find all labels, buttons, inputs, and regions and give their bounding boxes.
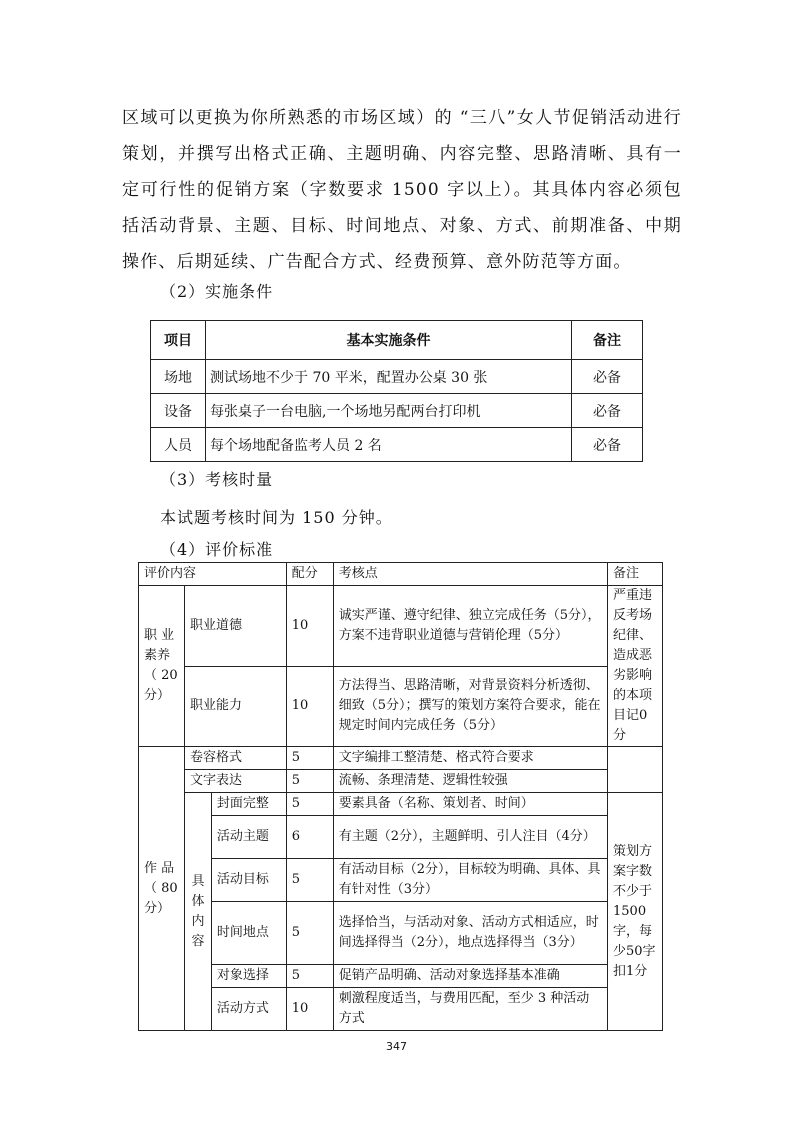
header-cell: 项目 [151,321,206,360]
item-score: 5 [286,859,333,902]
item-point: 刺激程度适当，与费用匹配，至少 3 种活动方式 [333,988,607,1031]
time-text: 本试题考核时间为 150 分钟。 [160,508,393,527]
item-score: 5 [286,770,333,793]
group-cell: 作 品（ 80分） [139,747,185,1031]
table-cell: 必备 [572,360,643,394]
item-point: 有主题（2分），主题鲜明、引人注目（4分） [333,816,607,859]
item-name: 活动主题 [211,816,286,859]
header-cell: 配分 [286,563,333,586]
intro-paragraph: 区域可以更换为你所熟悉的市场区域）的 “三八”女人节促销活动进行策划，并撰写出格式正确、主题明确、内容完整、思路清晰、具有一定可行性的促销方案（字数要求 1500 字以上）。其具体内容必须包括活动背景、主题、目标、时间地点、对象、方式、前期准备、中期操作、后期延续、广告配合方式、经费预算、意外防范等方面。 [122,108,682,272]
item-name: 活动目标 [211,859,286,902]
item-name: 职业能力 [184,666,286,747]
section-heading-criteria: （4）评价标准 [160,540,274,559]
item-score: 6 [286,816,333,859]
conditions-table [150,320,643,462]
table-row [139,988,663,1031]
item-name: 对象选择 [211,965,286,988]
item-point: 方法得当、思路清晰，对背景资料分析透彻、细致（5分）；撰写的策划方案符合要求，能在规定时间内完成任务（5分） [333,666,607,747]
item-name: 封面完整 [211,793,286,816]
header-cell: 备注 [572,321,643,360]
table-cell: 必备 [572,428,643,462]
table-cell: 人员 [151,428,206,462]
item-point: 文字编排工整清楚、格式符合要求 [333,747,607,770]
table-row [139,965,663,988]
item-name: 卷容格式 [184,747,286,770]
item-score: 5 [286,965,333,988]
section-heading-conditions: （2）实施条件 [160,282,274,301]
table-cell: 每张桌子一台电脑,一个场地另配两台打印机 [206,394,572,428]
item-name: 时间地点 [211,902,286,965]
table-cell: 设备 [151,394,206,428]
note-cell: 策划方案字数不少于1500字，每少50字扣1分 [608,793,663,1031]
table-row [151,394,643,428]
item-score: 5 [286,902,333,965]
table-row [139,747,663,770]
header-cell: 考核点 [333,563,607,586]
table-row [139,586,663,667]
criteria-table [138,562,663,1031]
item-point: 选择恰当，与活动对象、活动方式相适应，时间选择得当（2分），地点选择得当（3分） [333,902,607,965]
table-row [139,770,663,793]
item-point: 有活动目标（2分），目标较为明确、具体、具有针对性（3分） [333,859,607,902]
page-number: 347 [386,1040,407,1053]
section-heading-time: （3）考核时量 [160,470,274,489]
note-cell: 严重违反考场纪律、造成恶劣影响的本项目记0分 [608,586,663,747]
conditions-header-row [151,321,643,360]
table-cell: 必备 [572,394,643,428]
header-cell: 备注 [608,563,663,586]
group-cell: 职 业素养（ 20分） [139,586,185,747]
item-point: 要素具备（名称、策划者、时间） [333,793,607,816]
item-point: 促销产品明确、活动对象选择基本准确 [333,965,607,988]
item-score: 10 [286,586,333,667]
table-row [139,816,663,859]
blank-note-cell [608,747,663,793]
table-cell: 测试场地不少于 70 平米，配置办公桌 30 张 [206,360,572,394]
table-row [139,859,663,902]
table-row [151,360,643,394]
item-score: 5 [286,793,333,816]
criteria-header-row [139,563,663,586]
item-point: 诚实严谨、遵守纪律、独立完成任务（5分），方案不违背职业道德与营销伦理（5分） [333,586,607,667]
table-row [139,666,663,747]
table-cell: 每个场地配备监考人员 2 名 [206,428,572,462]
table-cell: 场地 [151,360,206,394]
item-point: 流畅、条理清楚、逻辑性较强 [333,770,607,793]
item-score: 5 [286,747,333,770]
item-name: 文字表达 [184,770,286,793]
header-cell: 评价内容 [139,563,287,586]
table-row [139,902,663,965]
item-score: 10 [286,666,333,747]
item-name: 职业道德 [184,586,286,667]
table-row [151,428,643,462]
subgroup-cell: 具体内容 [184,793,211,1031]
item-name: 活动方式 [211,988,286,1031]
header-cell: 基本实施条件 [206,321,572,360]
item-score: 10 [286,988,333,1031]
table-row [139,793,663,816]
